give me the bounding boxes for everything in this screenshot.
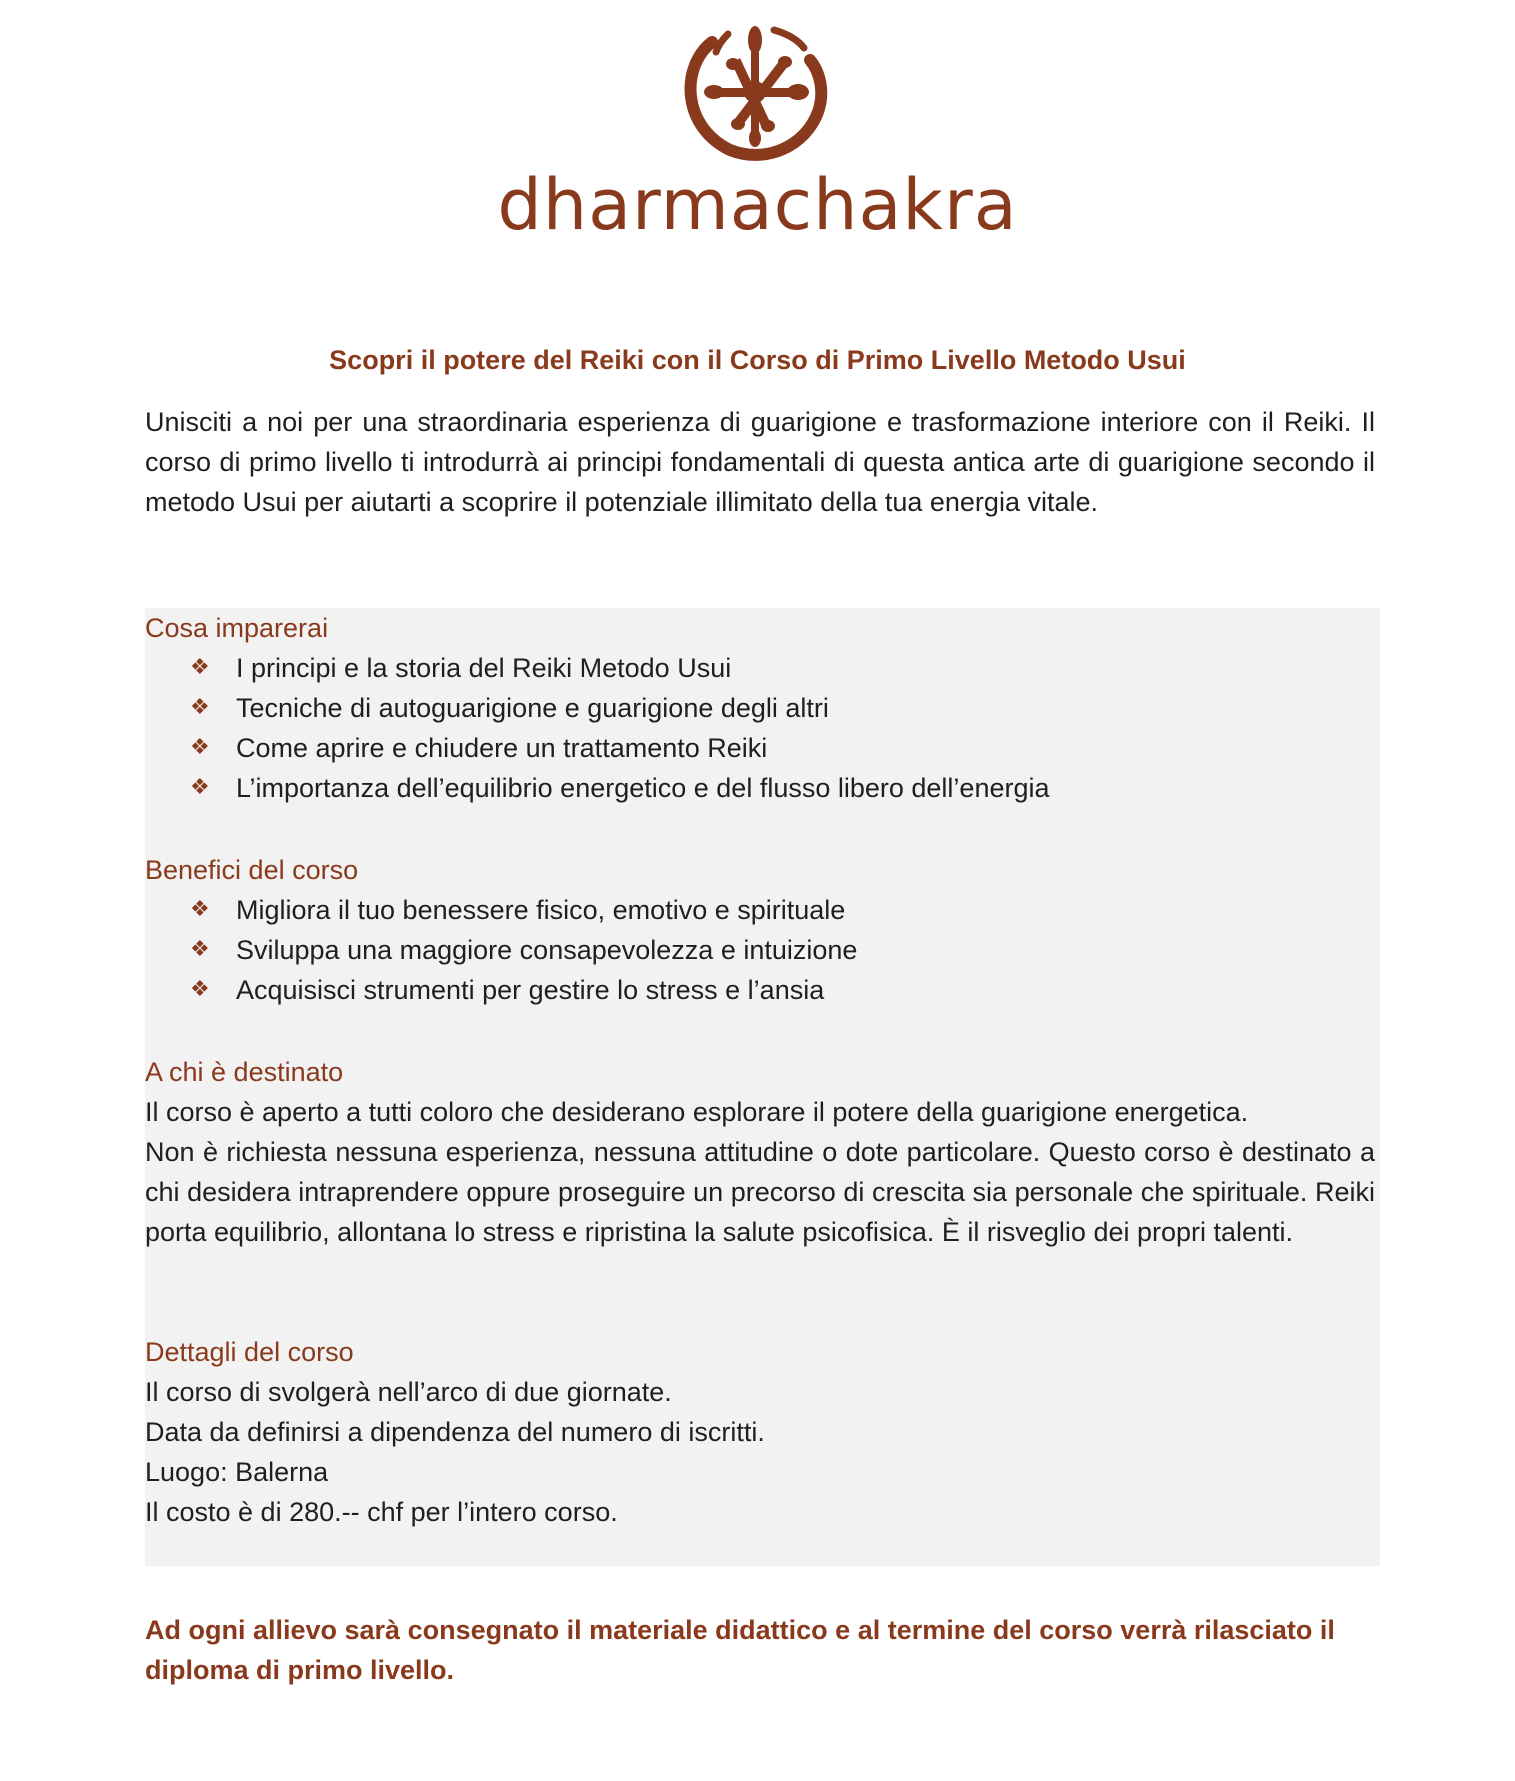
- brand-wordmark: dharmachakra: [497, 164, 1018, 246]
- bullet-icon: ❖: [190, 735, 210, 760]
- page-title: Scopri il potere del Reiki con il Corso di Primo Livello Metodo Usui: [329, 345, 1186, 375]
- section-learn: [145, 608, 1375, 808]
- section-heading: A chi è destinato: [145, 1057, 344, 1087]
- section-benefits: [145, 850, 1375, 1010]
- list-item: ❖ Tecniche di autoguarigione e guarigione degli altri: [190, 688, 1375, 728]
- details-line: Il costo è di 280.-- chf per l’intero corso.: [145, 1497, 618, 1527]
- learn-list: [145, 648, 1375, 808]
- section-heading: Cosa imparerai: [145, 613, 329, 643]
- list-item: ❖ Come aprire e chiudere un trattamento Reiki: [190, 728, 1375, 768]
- section-details: [145, 1332, 1375, 1532]
- benefits-list: [145, 890, 1375, 1010]
- list-item: ❖ Acquisisci strumenti per gestire lo stress e l’ansia: [190, 970, 1375, 1010]
- list-item: ❖ Sviluppa una maggiore consapevolezza e intuizione: [190, 930, 1375, 970]
- bullet-icon: ❖: [190, 695, 210, 720]
- intro-paragraph: Unisciti a noi per una straordinaria esperienza di guarigione e trasformazione interiore con il Reiki. Il corso di primo livello ti introdurrà ai principi fondamentali di questa antica arte di guarigione secondo il metodo Usui per aiutarti a scoprire il potenziale illimitato della tua energia vitale.: [145, 407, 1375, 517]
- bullet-icon: ❖: [190, 937, 210, 962]
- details-line: Il corso di svolgerà nell’arco di due giornate.: [145, 1377, 672, 1407]
- section-heading: Benefici del corso: [145, 855, 359, 885]
- list-item: ❖ L’importanza dell’equilibrio energetico e del flusso libero dell’energia: [190, 768, 1375, 808]
- bullet-icon: ❖: [190, 655, 210, 680]
- bullet-icon: ❖: [190, 977, 210, 1002]
- footer-note: Ad ogni allievo sarà consegnato il materiale didattico e al termine del corso verrà rilasciato il diploma di primo livello.: [145, 1615, 1335, 1685]
- bullet-icon: ❖: [190, 775, 210, 800]
- logo: [0, 0, 1515, 260]
- audience-first-line: Il corso è aperto a tutti coloro che desiderano esplorare il potere della guarigione energetica.: [145, 1097, 1249, 1127]
- list-item: ❖ Migliora il tuo benessere fisico, emotivo e spirituale: [190, 890, 1375, 930]
- section-heading: Dettagli del corso: [145, 1337, 354, 1367]
- list-item: ❖ I principi e la storia del Reiki Metodo Usui: [190, 648, 1375, 688]
- details-line: Luogo: Balerna: [145, 1457, 329, 1487]
- dharma-wheel-icon: [670, 12, 830, 172]
- section-audience: [145, 1052, 1375, 1252]
- details-line: Data da definirsi a dipendenza del numero di iscritti.: [145, 1417, 765, 1447]
- audience-paragraph: Non è richiesta nessuna esperienza, nessuna attitudine o dote particolare. Questo corso è destinato a chi desidera intraprendere oppure proseguire un precorso di crescita sia personale che spirituale. Reiki porta equilibrio, allontana lo stress e ripristina la salute psicofisica. È il risveglio dei propri talenti.: [145, 1137, 1375, 1247]
- bullet-icon: ❖: [190, 897, 210, 922]
